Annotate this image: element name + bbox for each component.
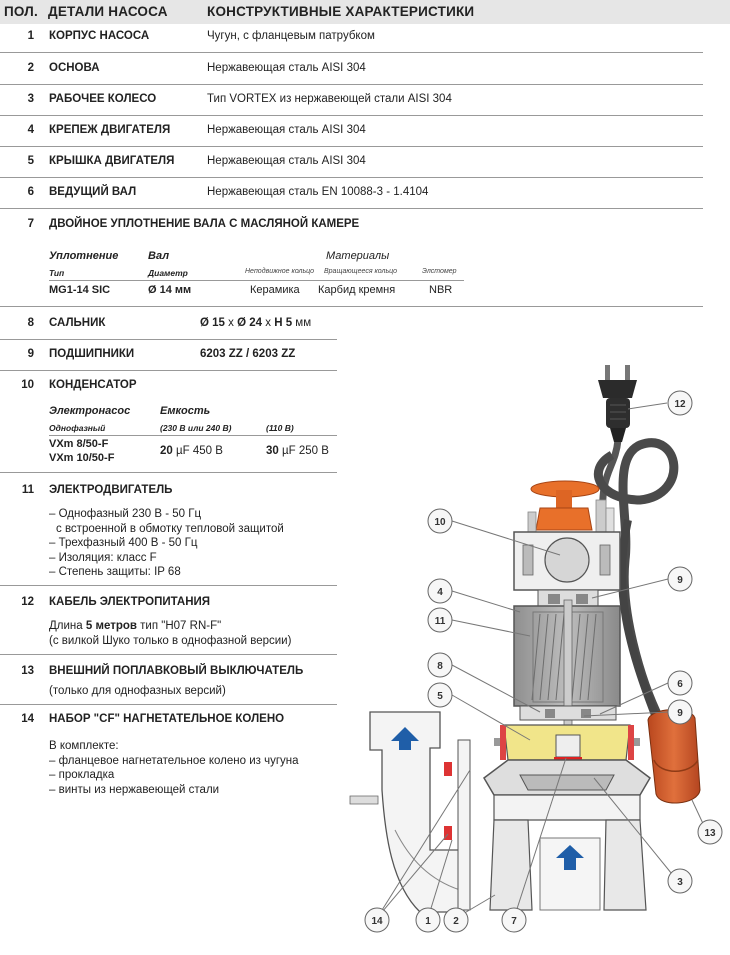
motor-details: – Однофазный 230 В - 50 Гц с встроенной в обмотку тепловой защитой – Трехфазный 400 В - 50 Гц – Изоляция: класс F – Степень защиты: IP 68 bbox=[49, 508, 284, 578]
seal-rotating-ring-value: Карбид кремня bbox=[318, 284, 396, 296]
seal-header-seal: Уплотнение bbox=[49, 250, 119, 262]
row-number: 9 bbox=[27, 348, 34, 360]
callout-label: 9 bbox=[677, 575, 683, 586]
row-number: 5 bbox=[27, 155, 34, 167]
seal-header-diameter: Диаметр bbox=[148, 268, 188, 278]
row-part-name: КРЕПЕЖ ДВИГАТЕЛЯ bbox=[49, 124, 171, 136]
capacitor bbox=[545, 538, 589, 582]
row-part-name: РАБОЧЕЕ КОЛЕСО bbox=[49, 93, 157, 105]
cap-230v-value: 20 µF 450 В bbox=[160, 445, 223, 457]
seal-diameter-value: Ø 14 мм bbox=[148, 284, 192, 296]
row-number: 13 bbox=[21, 665, 34, 677]
row-number: 2 bbox=[27, 62, 34, 74]
row-part-name: КОРПУС НАСОСА bbox=[49, 30, 150, 42]
seal-elastomer-value: NBR bbox=[429, 284, 453, 296]
row-number: 12 bbox=[21, 596, 34, 608]
row-number: 7 bbox=[27, 218, 34, 230]
cap-header-230v: (230 В или 240 В) bbox=[160, 423, 232, 433]
row-part-name: ВНЕШНИЙ ПОПЛАВКОВЫЙ ВЫКЛЮЧАТЕЛЬ bbox=[49, 665, 304, 677]
cap-header-pump: Электронасос bbox=[49, 405, 131, 417]
pump-base bbox=[490, 820, 532, 910]
callout-label: 12 bbox=[674, 399, 686, 410]
seal-header-materials: Материалы bbox=[326, 250, 390, 262]
row-number: 4 bbox=[27, 124, 34, 136]
float-switch-icon bbox=[648, 710, 700, 804]
callout-label: 3 bbox=[677, 877, 683, 888]
row-number: 10 bbox=[21, 379, 34, 391]
header-pos: ПОЛ. bbox=[4, 4, 38, 19]
callout-label: 6 bbox=[677, 679, 683, 690]
callout-label: 4 bbox=[437, 587, 443, 598]
seal-fixed-ring-value: Керамика bbox=[250, 284, 300, 296]
gland-dimensions: Ø 15 x Ø 24 x H 5 мм bbox=[200, 317, 312, 329]
callout-label: 11 bbox=[434, 616, 446, 627]
row-part-name: КРЫШКА ДВИГАТЕЛЯ bbox=[49, 155, 175, 167]
cable-details: Длина 5 метров тип "H07 RN-F" (с вилкой Шуко только в однофазной версии) bbox=[49, 620, 292, 647]
pump-handle bbox=[531, 481, 599, 530]
header-characteristics: КОНСТРУКТИВНЫЕ ХАРАКТЕРИСТИКИ bbox=[207, 4, 475, 19]
row-description: Чугун, с фланцевым патрубком bbox=[207, 30, 375, 42]
float-details: (только для однофазных версий) bbox=[49, 685, 226, 697]
callout-label: 2 bbox=[453, 916, 459, 927]
header-part: ДЕТАЛИ НАСОСА bbox=[48, 4, 168, 19]
schuko-plug-icon bbox=[598, 365, 637, 442]
cap-header-phase: Однофазный bbox=[49, 423, 106, 433]
row-part-name: ЭЛЕКТРОДВИГАТЕЛЬ bbox=[49, 484, 173, 496]
callout-label: 7 bbox=[511, 916, 517, 927]
cap-header-capacity: Емкость bbox=[160, 405, 211, 417]
row-number: 1 bbox=[27, 30, 34, 42]
kit-details: В комплекте: – фланцевое нагнетательное колено из чугуна – прокладка – винты из нержавеющей стали bbox=[49, 740, 299, 796]
row-part-name: ПОДШИПНИКИ bbox=[49, 348, 135, 360]
cap-model-1: VXm 8/50-F bbox=[49, 438, 109, 450]
impeller bbox=[520, 775, 614, 790]
row-part-name: САЛЬНИК bbox=[49, 317, 106, 329]
cap-header-110v: (110 В) bbox=[266, 423, 294, 433]
row-description: Нержавеющая сталь EN 10088-3 - 1.4104 bbox=[207, 186, 429, 198]
callout-label: 9 bbox=[677, 708, 683, 719]
callout-label: 1 bbox=[425, 916, 431, 927]
callout-label: 14 bbox=[371, 916, 383, 927]
seal-header-type: Тип bbox=[49, 268, 65, 278]
row-number: 11 bbox=[21, 484, 34, 496]
row-part-name: ОСНОВА bbox=[49, 62, 100, 74]
row-part-name: ВЕДУЩИЙ ВАЛ bbox=[49, 186, 137, 198]
row-description: Нержавеющая сталь AISI 304 bbox=[207, 155, 366, 167]
bearings-value: 6203 ZZ / 6203 ZZ bbox=[200, 348, 296, 360]
row-description: Нержавеющая сталь AISI 304 bbox=[207, 124, 366, 136]
row-part-name: КОНДЕНСАТОР bbox=[49, 379, 137, 391]
row-number: 3 bbox=[27, 93, 34, 105]
seal-header-elastomer: Элстомер bbox=[422, 268, 457, 275]
callout-label: 13 bbox=[704, 828, 716, 839]
callout-label: 5 bbox=[437, 691, 443, 702]
row-number: 6 bbox=[27, 186, 34, 198]
seal-type-value: MG1-14 SIC bbox=[49, 284, 111, 296]
row-number: 8 bbox=[27, 317, 34, 329]
row-description: Тип VORTEX из нержавеющей стали AISI 304 bbox=[207, 93, 452, 105]
callout-label: 10 bbox=[434, 517, 446, 528]
callout-label: 8 bbox=[437, 661, 443, 672]
seal-header-fixed-ring: Неподвижное кольцо bbox=[245, 268, 315, 275]
row-part-name: НАБОР "CF" НАГНЕТАТЕЛЬНОЕ КОЛЕНО bbox=[49, 713, 285, 725]
discharge-elbow bbox=[370, 712, 460, 912]
row-part-name: ДВОЙНОЕ УПЛОТНЕНИЕ ВАЛА С МАСЛЯНОЙ КАМЕРЕ bbox=[49, 218, 360, 230]
cap-110v-value: 30 µF 250 В bbox=[266, 445, 329, 457]
row-number: 14 bbox=[21, 713, 34, 725]
row-description: Нержавеющая сталь AISI 304 bbox=[207, 62, 366, 74]
seal-header-rotating-ring: Вращающееся кольцо bbox=[324, 268, 398, 275]
cap-model-2: VXm 10/50-F bbox=[49, 452, 115, 464]
seal-header-shaft: Вал bbox=[148, 250, 170, 262]
row-part-name: КАБЕЛЬ ЭЛЕКТРОПИТАНИЯ bbox=[49, 596, 211, 608]
